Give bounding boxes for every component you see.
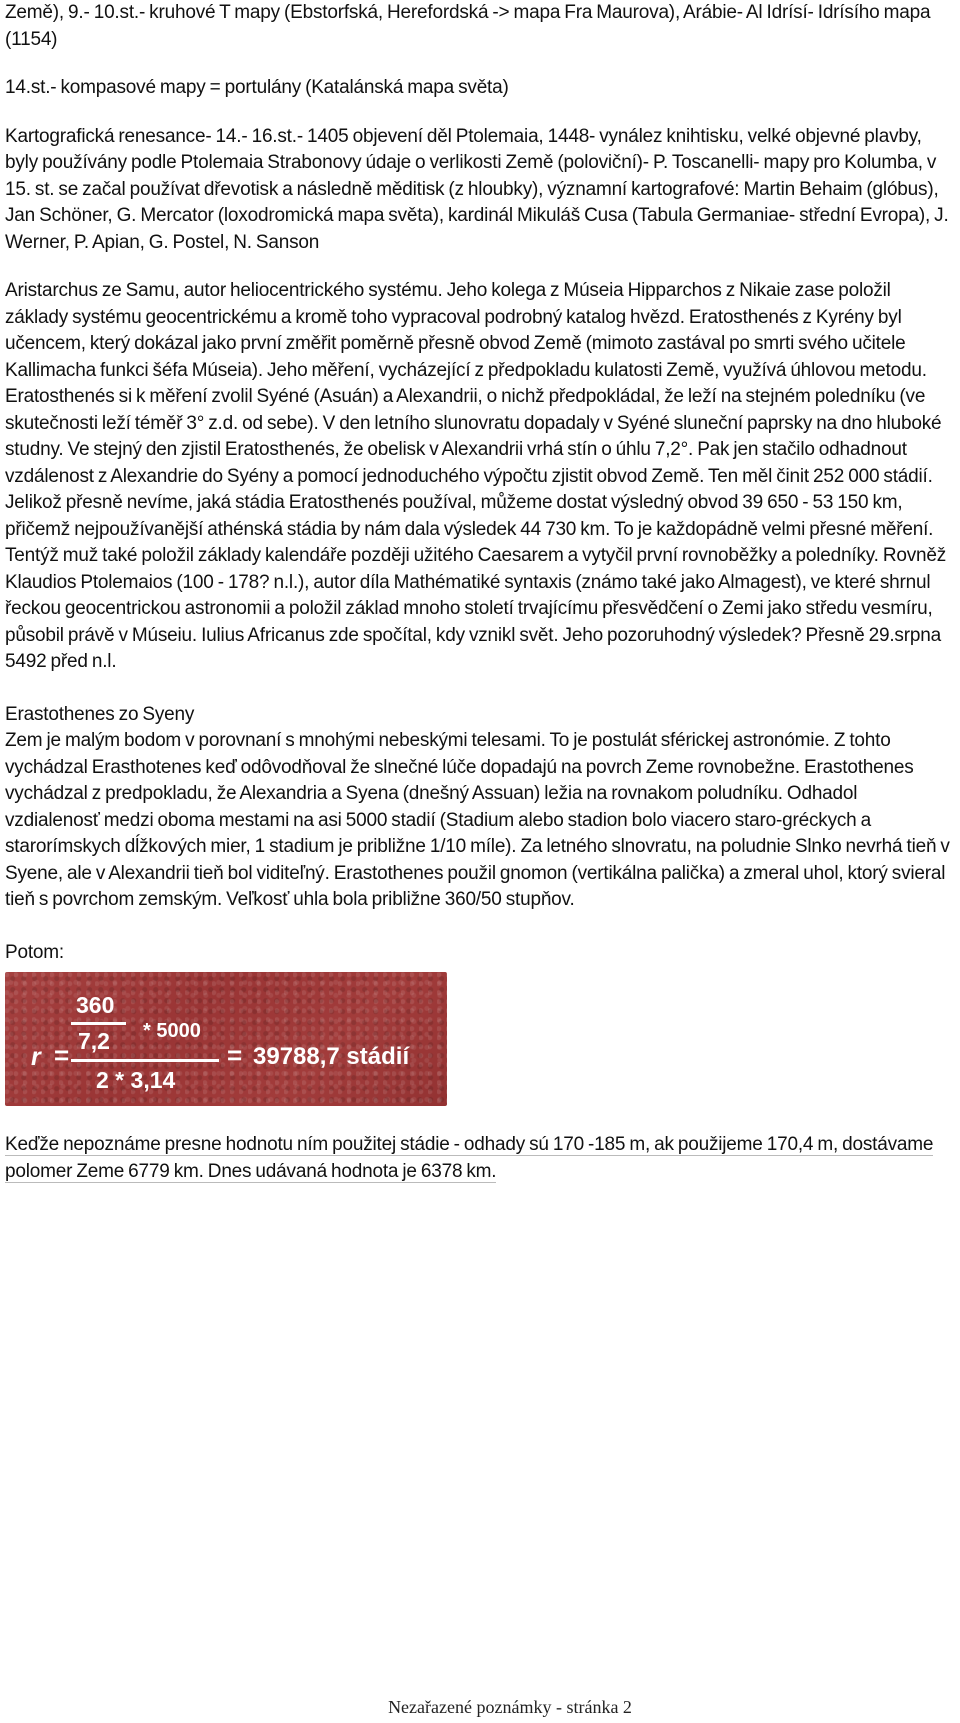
formula-numerator-bottom: 7,2 [78,1028,110,1054]
formula-image [5,972,447,1106]
page-footer: Nezařazené poznámky - stránka 2 [388,1697,632,1717]
paragraph-erastothenes: Zem je malým bodom v porovnaní s mnohými nebeskými telesami. To je postulát sférickej astronómie. Z tohto vychádzal Erasthotenes keď odôvodňoval že slnečné lúče dopadajú na povrch Zeme rovnobežne. Erastothenes vychádzal z predpokladu, že Alexandria a Syena (dnešný Assuan) ležia na rovnakom poludníku. Odhadol vzdialenosť medzi oboma mestami na asi 5000 stadií (Stadium alebo stadion bolo viacero staro-gréckych a starorímskych dĺžkových mier, 1 stadium je približne 1/10 míle). Za letného slnovratu, na poludnie Slnko nevrhá tieň v Syene, ale v Alexandrii tieň bol viditeľný. Erastothenes použil gnomon (vertikálna palička) a zmeral uhol, ktorý svieral tieň s povrchom zemským. Veľkosť uhla bola približne 360/50 stupňov. [5,730,950,910]
document-page [5,0,953,1185]
formula-equals-left: = [54,1040,70,1070]
section-title-erastothenes: Erastothenes zo Syeny [5,703,195,725]
paragraph-renaissance: Kartografická renesance- 14.- 16.st.- 1405 objevení děl Ptolemaia, 1448- vynález knihtisku, velké objevné plavby, byly používány podle Ptolemaia Strabonovy údaje o verlikosti Země (poloviční)- P. Toscanelli- mapy pro Kolumba, v 15. st. se začal používat dřevotisk a následně měditisk (z hloubky), významní kartografové: Martin Behaim (glóbus), Jan Schöner, G. Mercator (loxodromická mapa světa), kardinál Mikuláš Cusa (Tabula Germaniae- střední Evropa), J. Werner, P. Apian, G. Postel, N. Sanson [5,125,949,253]
formula-outer-fraction-bar [71,1059,219,1062]
paragraph-conclusion [5,1132,953,1185]
formula-numerator-top: 360 [76,992,115,1018]
formula-result: 39788,7 stádií [253,1043,410,1070]
paragraph-aristarchus: Aristarchus ze Samu, autor heliocentrického systému. Jeho kolega z Múseia Hipparchos z Nikaie zase položil základy systému geocentrickému a kromě toho vypracoval podrobný katalog hvězd. Eratosthenés z Kyrény byl učencem, který dokázal jako první změřit poměrně přesně obvod Země (mimoto zastával po smrti svého učitele Kallimacha funkci šéfa Múseia). Jeho měření, vycházející z předpokladu kulatosti Země, využívá úhlovou metodu. Eratosthenés si k měření zvolil Syéné (Asuán) a Alexandrii, o nichž předpokládal, že leží na stejném poledníku (ve skutečnosti leží téměř 3° z.d. od sebe). V den letního slunovratu dopadaly v Syéné sluneční paprsky na dno hluboké studny. Ve stejný den zjistil Eratosthenés, že obelisk v Alexandrii vrhá stín o úhlu 7,2°. Pak jen stačilo odhadnout vzdálenost z Alexandrie do Syény a pomocí jednoduchého výpočtu zjistit obvod Země. Ten měl činit 252 000 stádií. Jelikož přesně nevíme, jaká stádia Eratosthenés používal, můžeme dostat výsledný obvod 39 650 - 53 150 km, přičemž nejpoužívanější athénská stádia by nám dala výsledek 44 730 km. To je každopádně velmi přesné měření. Tentýž muž také položil základy kalendáře později užitého Caesarem a vytyčil první rovnoběžky a poledníky. Rovněž Klaudios Ptolemaios (100 - 178? n.l.), autor díla Mathématiké syntaxis (známo také jako Almagest), ve které shrnul řeckou geocentrickou astronomii a položil základ mnoho století trvajícímu přesvědčení o Zemi jako středu vesmíru, působil právě v Múseiu. Iulius Africanus zde spočítal, kdy vznikl svět. Jeho pozoruhodný výsledek? Přesně 29.srpna 5492 před n.l. [5,280,947,672]
paragraph-maps-medieval: Země), 9.- 10.st.- kruhové T mapy (Ebstorfská, Herefordská -> mapa Fra Maurova), Arábie- Al Idrísí- Idrísího mapa (1154) [5,2,931,50]
paragraph-potom: Potom: [5,941,64,963]
conclusion-text: Keďže nepoznáme presne hodnotu ním použitej stádie - odhady sú 170 -185 m, ak použijeme 170,4 m, dostávame polomer Zeme 6779 km. Dnes udávaná hodnota je 6378 km. [5,1134,934,1182]
formula-variable: r [31,1043,41,1071]
paragraph-portolan: 14.st.- kompasové mapy = portulány (Katalánská mapa světa) [5,77,509,98]
formula-multiplier: * 5000 [143,1020,201,1042]
formula-equals-right: = [227,1040,243,1070]
formula-denominator: 2 * 3,14 [96,1067,176,1093]
formula-inner-fraction-bar [71,1022,126,1025]
